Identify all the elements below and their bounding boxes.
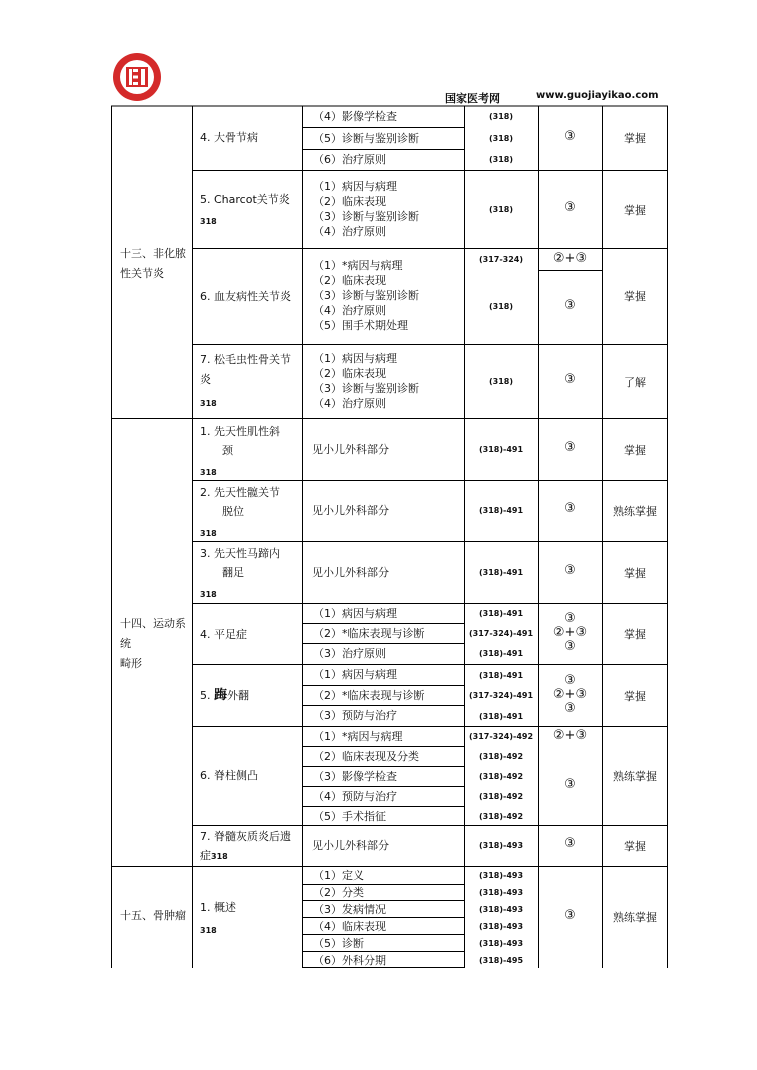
- list-item: （2）临床表现及分类: [313, 750, 419, 763]
- reference: (317-324)-492: [468, 732, 534, 741]
- content-text: 见小儿外科部分: [312, 443, 389, 456]
- section-14-title: [120, 614, 186, 674]
- reference: (318): [488, 302, 514, 311]
- list-item: （1）*病因与病理: [313, 259, 403, 272]
- difficulty-level: ③: [564, 639, 576, 654]
- difficulty-level: ③: [564, 501, 576, 516]
- list-item: （4）治疗原则: [313, 397, 386, 410]
- requirement-level: 掌握: [624, 690, 646, 703]
- list-item: （5）手术指征: [313, 810, 386, 823]
- reference: (318): [488, 112, 514, 121]
- reference: (318)-493: [478, 905, 524, 914]
- topic-title: 2. 先天性髋关节: [200, 486, 280, 499]
- reference: (318)-495: [478, 956, 524, 965]
- list-item: （1）定义: [313, 869, 364, 882]
- list-item: （4）治疗原则: [313, 304, 386, 317]
- section-13-title: [120, 244, 186, 284]
- topic-title: 3. 先天性马蹄内: [200, 547, 280, 560]
- difficulty-level: ②+③: [552, 728, 588, 743]
- list-item: （4）临床表现: [313, 920, 386, 933]
- list-item: （3）发病情况: [313, 903, 386, 916]
- difficulty-level: ③: [564, 777, 576, 792]
- topic-title-rest: 外翻: [227, 689, 250, 702]
- difficulty-level: ③: [564, 200, 576, 215]
- topic-title: 1. 先天性肌性斜: [200, 425, 280, 438]
- difficulty-level: ③: [564, 701, 576, 716]
- requirement-level: 了解: [624, 376, 646, 389]
- list-item: （2）分类: [313, 886, 364, 899]
- reference: (318)-491: [478, 712, 524, 721]
- reference: (317-324): [478, 255, 524, 264]
- requirement-level: 掌握: [624, 290, 646, 303]
- section-15-title: [120, 906, 186, 926]
- topic-title-num: 5.: [200, 689, 214, 702]
- reference: (318)-492: [478, 772, 524, 781]
- reference: (318)-491: [478, 671, 524, 680]
- topic-title: 5. Charcot关节炎: [200, 193, 290, 206]
- site-url: www.guojiayikao.com: [536, 90, 659, 101]
- list-item: （1）*病因与病理: [313, 730, 403, 743]
- list-item: （3）预防与治疗: [313, 709, 397, 722]
- content-text: 见小儿外科部分: [312, 504, 389, 517]
- difficulty-level: ③: [564, 836, 576, 851]
- topic-ref-tag: 318: [211, 852, 228, 861]
- reference: (317-324)-491: [468, 691, 534, 700]
- difficulty-level: ③: [564, 908, 576, 923]
- list-item: （4）预防与治疗: [313, 790, 397, 803]
- topic-title-cont: 脱位: [222, 505, 244, 518]
- section-14-line1: 十四、运动系: [120, 617, 186, 630]
- list-item: （2）临床表现: [313, 195, 386, 208]
- topic-ref-tag: 318: [200, 468, 217, 477]
- list-item: （1）病因与病理: [313, 352, 397, 365]
- difficulty-level: ②+③: [552, 687, 588, 702]
- reference: (318)-491: [478, 445, 524, 454]
- difficulty-level: ③: [564, 129, 576, 144]
- list-item: （2）*临床表现与诊断: [313, 627, 425, 640]
- topic-title: 7. 脊髓灰质炎后遗: [200, 830, 291, 843]
- reference: (318)-491: [478, 506, 524, 515]
- requirement-level: 熟练掌握: [613, 911, 657, 924]
- requirement-level: 掌握: [624, 444, 646, 457]
- section-14-line3: 畸形: [120, 657, 142, 670]
- reference: (318)-493: [478, 888, 524, 897]
- reference: (318)-492: [478, 752, 524, 761]
- reference: (318)-492: [478, 792, 524, 801]
- list-item: （1）病因与病理: [313, 668, 397, 681]
- difficulty-level: ③: [564, 298, 576, 313]
- reference: (318)-493: [478, 871, 524, 880]
- topic-title: [200, 688, 249, 703]
- difficulty-level: ③: [564, 673, 576, 688]
- section-15-line1: 十五、骨肿瘤: [120, 909, 186, 922]
- difficulty-level: ②+③: [552, 625, 588, 640]
- topic-ref-tag: 318: [200, 590, 217, 599]
- topic-title-cont: 颈: [222, 444, 233, 457]
- list-item: （3）诊断与鉴别诊断: [313, 210, 419, 223]
- topic-ref-tag: 318: [200, 399, 217, 408]
- reference: (318): [488, 155, 514, 164]
- site-name: 国家医考网: [445, 92, 500, 105]
- list-item: （6）外科分期: [313, 954, 386, 967]
- reference: (318)-493: [478, 922, 524, 931]
- topic-title: 7. 松毛虫性骨关节: [200, 353, 291, 366]
- topic-title-bold: 踇: [214, 688, 228, 703]
- list-item: （3）诊断与鉴别诊断: [313, 289, 419, 302]
- section-14-line2: 统: [120, 637, 131, 650]
- list-item: （3）诊断与鉴别诊断: [313, 382, 419, 395]
- reference: (318): [488, 377, 514, 386]
- requirement-level: 掌握: [624, 204, 646, 217]
- difficulty-level: ③: [564, 372, 576, 387]
- section-13-line1: 十三、非化脓: [120, 247, 186, 260]
- topic-ref-tag: 318: [200, 217, 217, 226]
- reference: (318)-491: [478, 568, 524, 577]
- difficulty-level: ③: [564, 440, 576, 455]
- topic-title: 4. 大骨节病: [200, 131, 258, 144]
- difficulty-level: ③: [564, 563, 576, 578]
- reference: (318)-492: [478, 812, 524, 821]
- difficulty-level: ③: [564, 611, 576, 626]
- reference: (318): [488, 205, 514, 214]
- requirement-level: 熟练掌握: [613, 770, 657, 783]
- topic-title: 6. 血友病性关节炎: [200, 290, 291, 303]
- list-item: （6）治疗原则: [313, 153, 386, 166]
- list-item: （3）治疗原则: [313, 647, 386, 660]
- topic-title-cont: 炎: [200, 373, 211, 386]
- content-text: 见小儿外科部分: [312, 566, 389, 579]
- reference: (318)-493: [478, 841, 524, 850]
- requirement-level: 熟练掌握: [613, 505, 657, 518]
- reference: (318)-493: [478, 939, 524, 948]
- topic-title: 4. 平足症: [200, 628, 247, 641]
- topic-title-cont: 翻足: [222, 566, 244, 579]
- list-item: （3）影像学检查: [313, 770, 397, 783]
- list-item: （1）病因与病理: [313, 180, 397, 193]
- list-item: （2）*临床表现与诊断: [313, 689, 425, 702]
- reference: (318)-491: [478, 609, 524, 618]
- difficulty-level: ②+③: [552, 251, 588, 266]
- topic-ref-tag: 318: [200, 926, 217, 935]
- list-item: （2）临床表现: [313, 367, 386, 380]
- list-item: （2）临床表现: [313, 274, 386, 287]
- list-item: （4）治疗原则: [313, 225, 386, 238]
- content-text: 见小儿外科部分: [312, 839, 389, 852]
- topic-title: 6. 脊柱侧凸: [200, 769, 258, 782]
- list-item: （4）影像学检查: [313, 110, 397, 123]
- reference: (317-324)-491: [468, 629, 534, 638]
- list-item: （5）诊断: [313, 937, 364, 950]
- topic-title-cont-text: 症: [200, 849, 211, 862]
- list-item: （5）诊断与鉴别诊断: [313, 132, 419, 145]
- reference: (318): [488, 134, 514, 143]
- topic-title-cont: [200, 848, 228, 864]
- topic-title: 1. 概述: [200, 901, 236, 914]
- list-item: （5）围手术期处理: [313, 319, 408, 332]
- reference: (318)-491: [478, 649, 524, 658]
- requirement-level: 掌握: [624, 840, 646, 853]
- requirement-level: 掌握: [624, 132, 646, 145]
- requirement-level: 掌握: [624, 628, 646, 641]
- section-13-line2: 性关节炎: [120, 267, 164, 280]
- list-item: （1）病因与病理: [313, 607, 397, 620]
- requirement-level: 掌握: [624, 567, 646, 580]
- topic-ref-tag: 318: [200, 529, 217, 538]
